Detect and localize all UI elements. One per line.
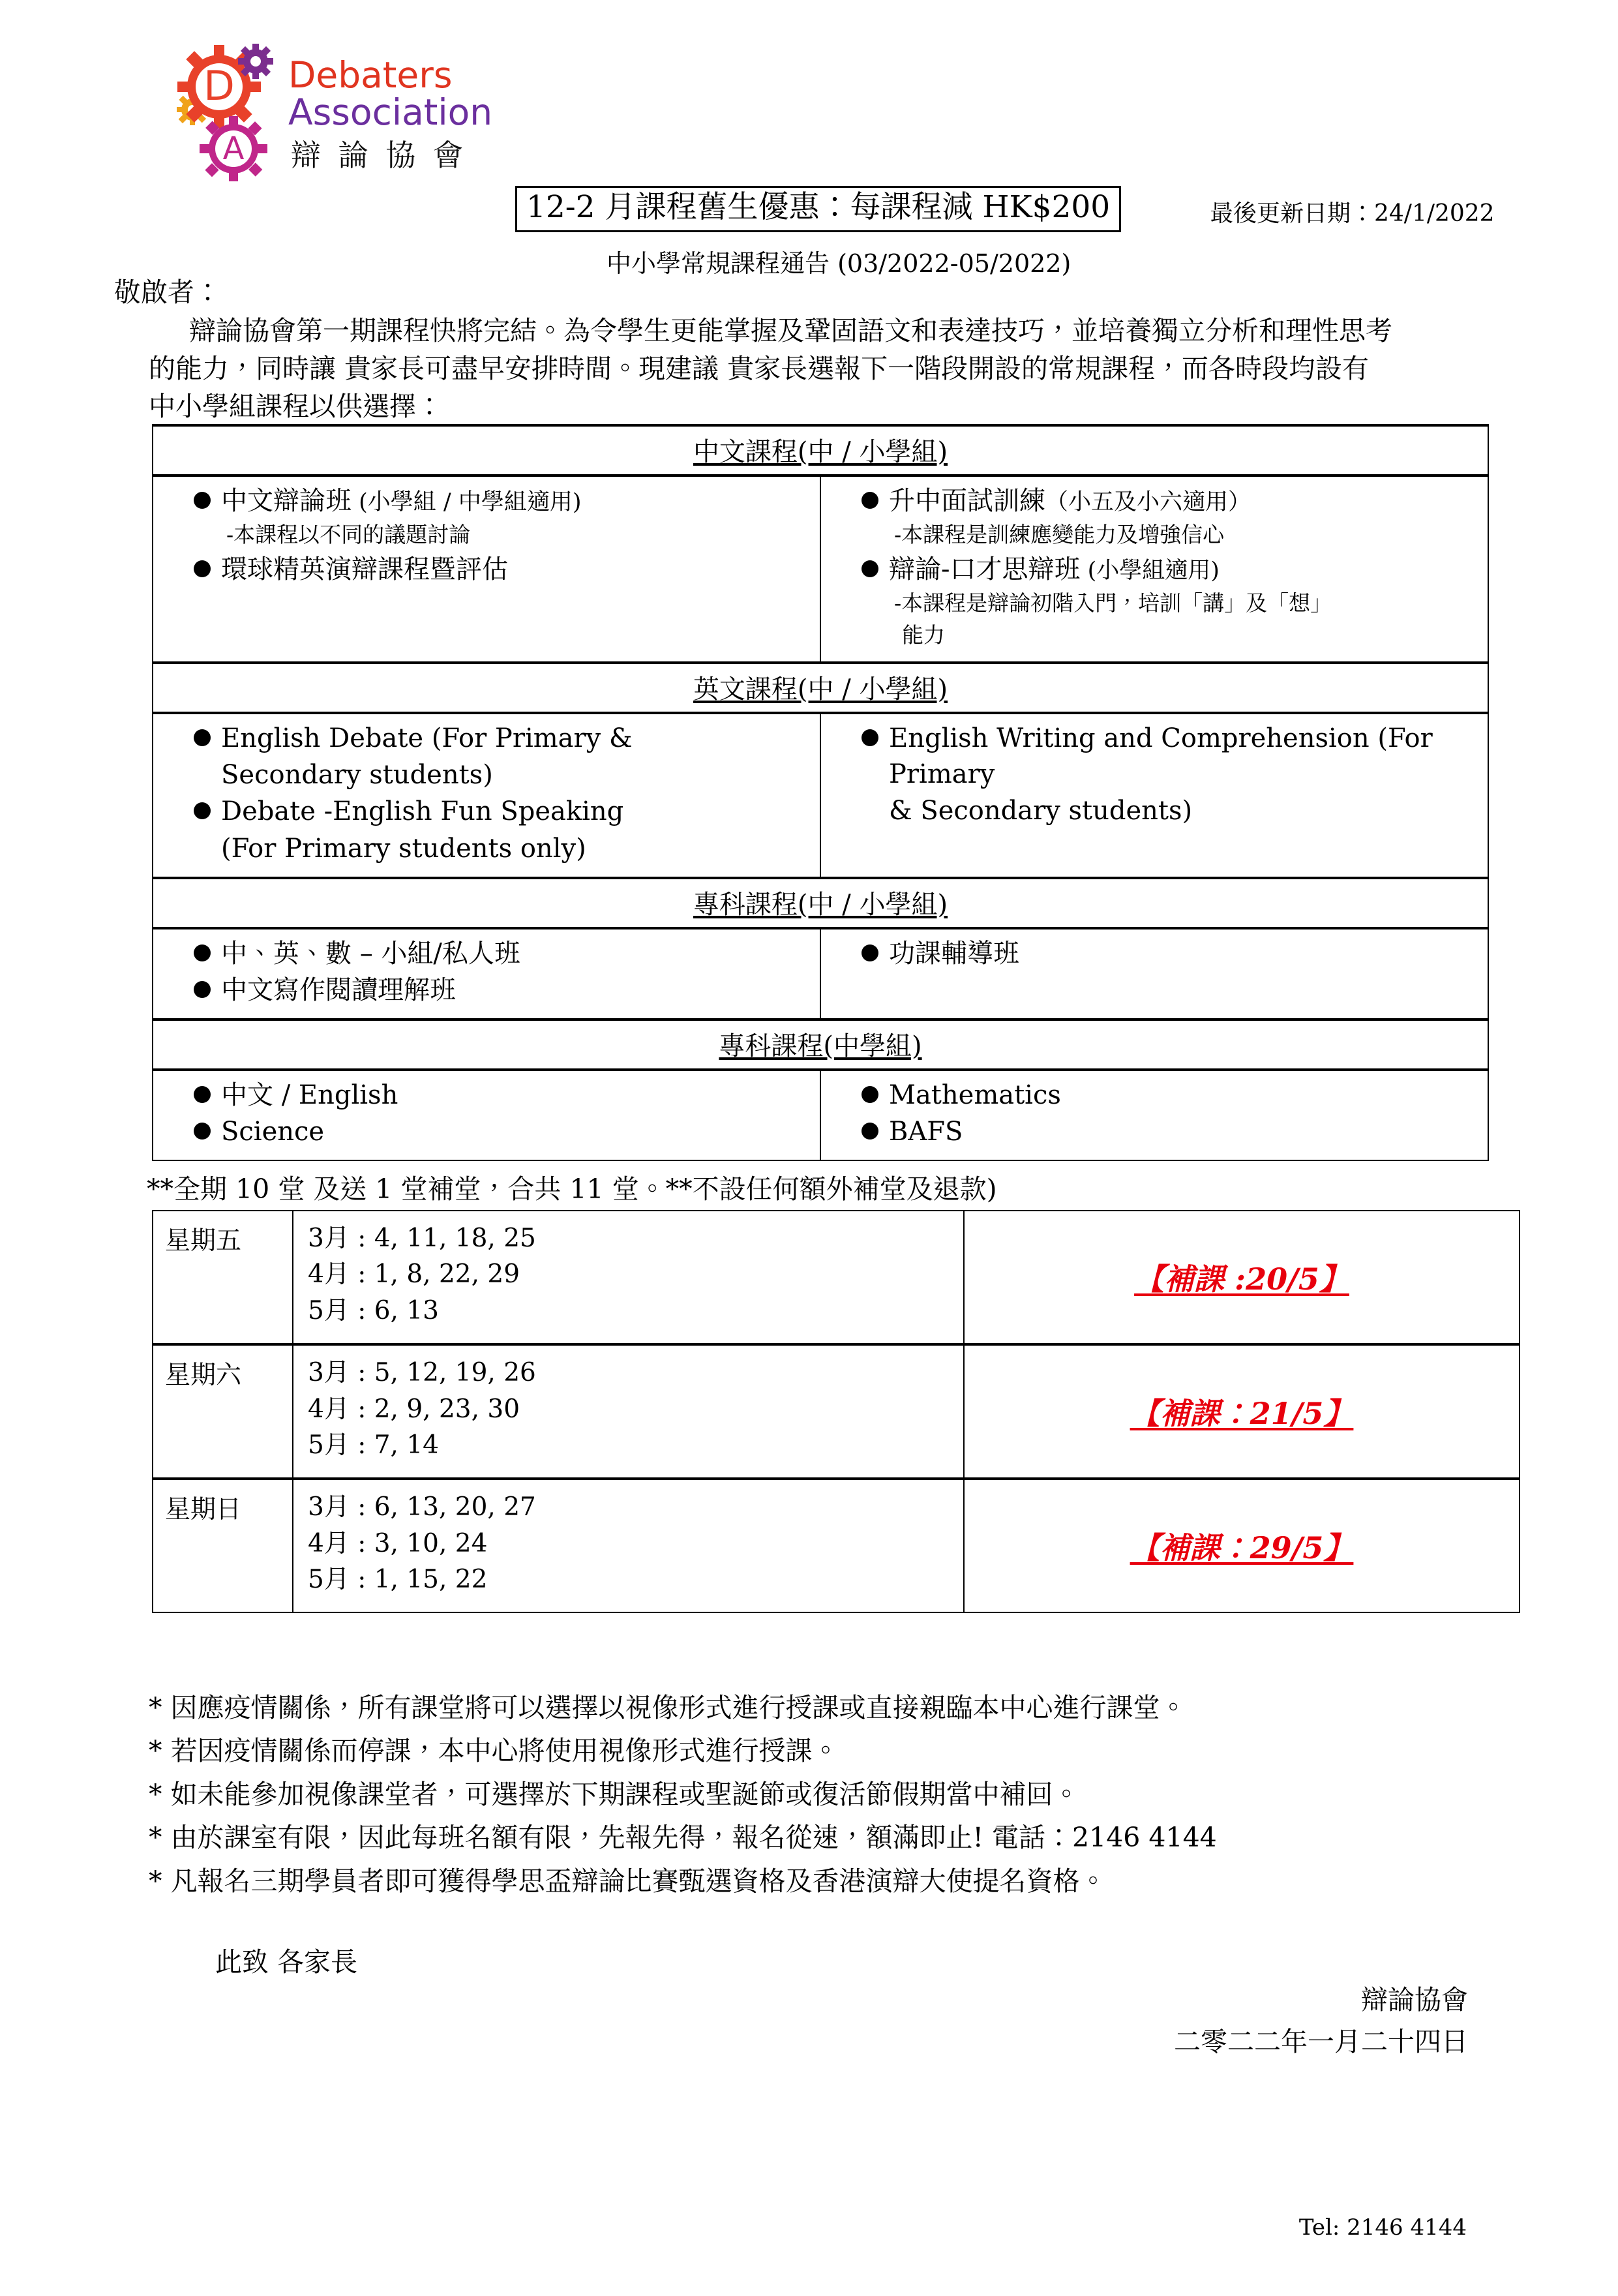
schedule-row bbox=[153, 1211, 1520, 1344]
course-item-suffix: (小學組適用) bbox=[1080, 558, 1220, 584]
course-item-description: -本課程是訓練應變能力及增強信心 bbox=[894, 522, 1225, 548]
course-item-suffix: （小五及小六適用） bbox=[1045, 489, 1251, 515]
footnote-item: * 凡報名三期學員者即可獲得學思盃辯論比賽甄選資格及香港演辯大使提名資格。 bbox=[149, 1865, 1107, 1897]
course-item-wrap bbox=[157, 757, 816, 793]
footnote-item: * 若因疫情關係而停課，本中心將使用視像形式進行授課。 bbox=[149, 1735, 839, 1767]
course-item bbox=[825, 552, 1484, 588]
course-item-wrap-label: & Secondary students) bbox=[889, 796, 1193, 826]
closing-addressee: 此致 各家長 bbox=[215, 1946, 358, 1978]
course-section-header-cell bbox=[153, 425, 1488, 476]
course-item-label: 中、英、數 – 小組/私人班 bbox=[221, 938, 520, 969]
course-item-wrap-label: (For Primary students only) bbox=[221, 833, 586, 864]
course-section-header-row bbox=[153, 878, 1488, 928]
logo-letter-d: D bbox=[203, 62, 235, 110]
bullet-dot-icon bbox=[194, 560, 211, 577]
course-section-header-row bbox=[153, 1020, 1488, 1070]
course-column bbox=[153, 928, 820, 1020]
course-section-title: 英文課程(中 / 小學組) bbox=[693, 674, 948, 704]
course-item bbox=[825, 721, 1484, 793]
bullet-dot-icon bbox=[861, 560, 878, 577]
course-section-header-row bbox=[153, 425, 1488, 476]
makeup-class-badge: 【補課：29/5】 bbox=[1130, 1530, 1354, 1566]
course-column bbox=[820, 1070, 1488, 1160]
course-item bbox=[157, 794, 816, 830]
class-schedule-table bbox=[152, 1210, 1520, 1613]
schedule-dates bbox=[293, 1344, 964, 1479]
course-item-description: -本課程以不同的議題討論 bbox=[226, 522, 471, 548]
schedule-weekday: 星期六 bbox=[153, 1344, 293, 1479]
course-section-title: 專科課程(中學組) bbox=[719, 1031, 922, 1062]
makeup-class-badge: 【補課：21/5】 bbox=[1130, 1396, 1354, 1432]
course-item-label: Debate -English Fun Speaking bbox=[221, 796, 624, 827]
course-item bbox=[825, 483, 1484, 519]
bullet-dot-icon bbox=[194, 729, 211, 746]
course-item bbox=[157, 1114, 816, 1150]
footer-telephone: Tel: 2146 4144 bbox=[1298, 2214, 1467, 2241]
course-item bbox=[157, 552, 816, 588]
schedule-row bbox=[153, 1479, 1520, 1612]
course-item bbox=[157, 721, 816, 757]
page-subtitle: 中小學常規課程通告 (03/2022-05/2022) bbox=[607, 249, 1071, 278]
course-section-body-row bbox=[153, 713, 1488, 878]
schedule-date-line: 5月 : 7, 14 bbox=[308, 1430, 439, 1460]
signature-organization: 辯論協會 bbox=[1361, 1984, 1468, 2016]
logo-graphic bbox=[175, 38, 514, 181]
course-item-wrap bbox=[825, 793, 1484, 829]
schedule-dates bbox=[293, 1211, 964, 1344]
schedule-date-line: 3月 : 4, 11, 18, 25 bbox=[308, 1224, 536, 1253]
bullet-dot-icon bbox=[861, 492, 878, 509]
course-item-label: 辯論-口才思辯班 (小學組適用) bbox=[889, 554, 1220, 585]
schedule-makeup-cell bbox=[964, 1211, 1520, 1344]
organization-logo bbox=[175, 38, 514, 181]
lesson-count-note: **全期 10 堂 及送 1 堂補堂，合共 11 堂。**不設任何額外補堂及退款) bbox=[147, 1173, 997, 1205]
course-item bbox=[825, 936, 1484, 972]
course-section-body-row bbox=[153, 928, 1488, 1020]
course-section-body-row bbox=[153, 1070, 1488, 1160]
signature-date: 二零二二年一月二十四日 bbox=[1174, 2025, 1468, 2057]
course-item-wrap-label: Secondary students) bbox=[221, 760, 493, 791]
bullet-dot-icon bbox=[861, 1086, 878, 1103]
schedule-date-line: 5月 : 6, 13 bbox=[308, 1295, 439, 1325]
makeup-class-badge: 【補課 :20/5】 bbox=[1134, 1261, 1349, 1297]
schedule-makeup-cell bbox=[964, 1479, 1520, 1612]
schedule-dates bbox=[293, 1479, 964, 1612]
course-column bbox=[153, 476, 820, 663]
course-item bbox=[825, 1114, 1484, 1150]
course-item-label: BAFS bbox=[889, 1117, 963, 1147]
bullet-dot-icon bbox=[194, 981, 211, 998]
page-title: 12-2 月課程舊生優惠：每課程減 HK$200 bbox=[515, 186, 1121, 232]
course-item-label: 中文寫作閱讀理解班 bbox=[221, 974, 456, 1005]
document-header bbox=[0, 186, 1618, 284]
intro-line: 中小學組課程以供選擇： bbox=[149, 391, 443, 423]
course-offerings-table bbox=[152, 424, 1489, 1161]
course-item bbox=[157, 936, 816, 972]
schedule-date-line: 3月 : 6, 13, 20, 27 bbox=[308, 1492, 536, 1522]
bullet-dot-icon bbox=[194, 944, 211, 961]
course-item-wrap bbox=[157, 831, 816, 867]
logo-letter-a: A bbox=[222, 130, 245, 167]
schedule-date-line: 3月 : 5, 12, 19, 26 bbox=[308, 1358, 536, 1388]
intro-line: 的能力，同時讓 貴家長可盡早安排時間。現建議 貴家長選報下一階段開設的常規課程，而各時段均設有 bbox=[149, 353, 1370, 385]
course-item bbox=[157, 1078, 816, 1113]
footnote-item: * 因應疫情關係，所有課堂將可以選擇以視像形式進行授課或直接親臨本中心進行課堂。 bbox=[149, 1692, 1187, 1723]
course-column bbox=[153, 1070, 820, 1160]
course-item-label: English Debate (For Primary & bbox=[221, 723, 633, 753]
logo-wordmark-debaters: Debaters bbox=[288, 54, 453, 96]
course-item-label: Science bbox=[221, 1117, 325, 1147]
bullet-dot-icon bbox=[861, 729, 878, 746]
course-item-label: 中文辯論班 (小學組 / 中學組適用) bbox=[221, 486, 582, 516]
course-item-label: 環球精英演辯課程暨評估 bbox=[221, 554, 508, 585]
signature-block bbox=[1174, 1980, 1468, 2062]
course-item-label: 中文 / English bbox=[221, 1080, 398, 1111]
schedule-date-line: 4月 : 2, 9, 23, 30 bbox=[308, 1394, 520, 1424]
schedule-date-line: 5月 : 1, 15, 22 bbox=[308, 1565, 488, 1594]
logo-wordmark-chinese: 辯 論 協 會 bbox=[291, 138, 467, 173]
course-section-title: 專科課程(中 / 小學組) bbox=[693, 889, 948, 920]
bullet-dot-icon bbox=[861, 1123, 878, 1140]
course-column bbox=[820, 476, 1488, 663]
last-update-date: 最後更新日期：24/1/2022 bbox=[1210, 200, 1495, 227]
course-item bbox=[157, 483, 816, 519]
course-item-label: 升中面試訓練（小五及小六適用） bbox=[889, 486, 1251, 516]
course-item-label: English Writing and Comprehension (For Primary bbox=[889, 723, 1433, 790]
bullet-dot-icon bbox=[861, 944, 878, 961]
course-item-description: -本課程是辯論初階入門，培訓「講」及「想」 bbox=[894, 590, 1332, 616]
course-item-suffix: (小學組 / 中學組適用) bbox=[352, 489, 582, 515]
gear-purple-icon bbox=[238, 44, 273, 79]
bullet-dot-icon bbox=[194, 1123, 211, 1140]
footnotes-list bbox=[149, 1686, 1531, 1903]
bullet-dot-icon bbox=[194, 492, 211, 509]
gear-magenta-a-icon bbox=[200, 116, 267, 181]
schedule-date-line: 4月 : 1, 8, 22, 29 bbox=[308, 1260, 520, 1290]
schedule-makeup-cell bbox=[964, 1344, 1520, 1479]
course-section-header-row bbox=[153, 663, 1488, 713]
intro-paragraph bbox=[149, 312, 1528, 426]
schedule-weekday: 星期五 bbox=[153, 1211, 293, 1344]
course-item-description: 能力 bbox=[902, 622, 945, 648]
course-column bbox=[153, 713, 820, 878]
schedule-date-line: 4月 : 3, 10, 24 bbox=[308, 1528, 488, 1558]
course-section-header-cell bbox=[153, 1020, 1488, 1070]
bullet-dot-icon bbox=[194, 1086, 211, 1103]
footnote-item: * 由於課室有限，因此每班名額有限，先報先得，報名從速，額滿即止! 電話：2146 4144 bbox=[149, 1822, 1217, 1854]
course-item-label: Mathematics bbox=[889, 1080, 1061, 1111]
schedule-row bbox=[153, 1344, 1520, 1479]
course-section-body-row bbox=[153, 476, 1488, 663]
footnote-item: * 如未能參加視像課堂者，可選擇於下期課程或聖誕節或復活節假期當中補回。 bbox=[149, 1778, 1080, 1810]
intro-line: 辯論協會第一期課程快將完結。為令學生更能掌握及鞏固語文和表達技巧，並培養獨立分析和理性思考 bbox=[189, 315, 1392, 346]
course-item bbox=[157, 973, 816, 1008]
course-item-label: 功課輔導班 bbox=[889, 938, 1019, 969]
course-section-title: 中文課程(中 / 小學組) bbox=[693, 437, 948, 467]
salutation: 敬啟者： bbox=[114, 277, 221, 308]
course-section-header-cell bbox=[153, 878, 1488, 928]
logo-wordmark-association: Association bbox=[288, 91, 493, 133]
course-item bbox=[825, 1078, 1484, 1113]
course-column bbox=[820, 713, 1488, 878]
schedule-weekday: 星期日 bbox=[153, 1479, 293, 1612]
bullet-dot-icon bbox=[194, 802, 211, 819]
course-column bbox=[820, 928, 1488, 1020]
course-section-header-cell bbox=[153, 663, 1488, 713]
